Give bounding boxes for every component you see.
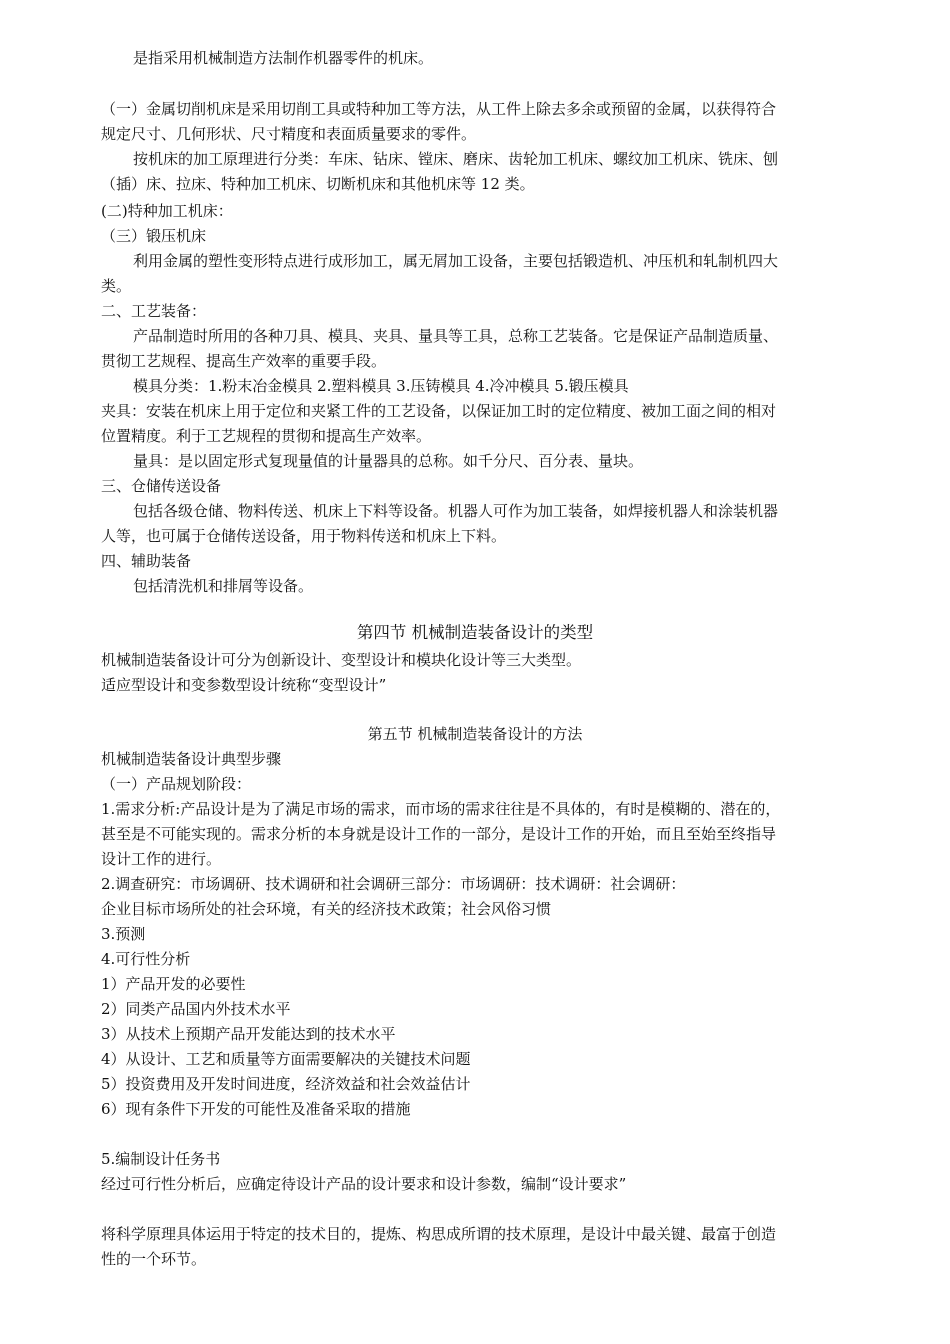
list-item: 4）从设计、工艺和质量等方面需要解决的关键技术问题 [101, 1050, 471, 1068]
text-line: 利用金属的塑性变形特点进行成形加工，属无屑加工设备，主要包括锻造机、冲压机和轧制机四大 [133, 252, 779, 270]
text-line: 二、工艺装备： [101, 302, 207, 320]
text-line: （一）产品规划阶段： [101, 775, 252, 793]
text-line: 贯彻工艺规程、提高生产效率的重要手段。 [101, 352, 387, 370]
text-line: 2.调查研究：市场调研、技术调研和社会调研三部分：市场调研：技术调研：社会调研： [101, 875, 686, 893]
text-line: 设计工作的进行。 [101, 850, 222, 868]
text-line: 将科学原理具体运用于特定的技术目的，提炼、构思成所谓的技术原理，是设计中最关键、最富于创造 [101, 1225, 777, 1243]
text-line: （三）锻压机床 [101, 227, 207, 245]
text-line: 经过可行性分析后，应确定待设计产品的设计要求和设计参数，编制“设计要求” [101, 1175, 627, 1193]
text-line: 甚至是不可能实现的。需求分析的本身就是设计工作的一部分，是设计工作的开始，而且至始至终指导 [101, 825, 777, 843]
list-item: 6）现有条件下开发的可能性及准备采取的措施 [101, 1100, 411, 1118]
text-line: 包括各级仓储、物料传送、机床上下料等设备。机器人可作为加工装备，如焊接机器人和涂装机器 [133, 502, 779, 520]
text-line: （一）金属切削机床是采用切削工具或特种加工等方法，从工件上除去多余或预留的金属，以获得符合 [101, 100, 777, 118]
text-line: 按机床的加工原理进行分类：车床、钻床、镗床、磨床、齿轮加工机床、螺纹加工机床、铣床、刨 [133, 150, 779, 168]
text-line: 5.编制设计任务书 [101, 1150, 221, 1168]
text-line: 量具：是以固定形式复现量值的计量器具的总称。如千分尺、百分表、量块。 [133, 452, 644, 470]
text-line: 夹具：安装在机床上用于定位和夹紧工件的工艺设备，以保证加工时的定位精度、被加工面之间的相对 [101, 402, 777, 420]
text-line: 性的一个环节。 [101, 1250, 207, 1268]
text-line: 包括清洗机和排屑等设备。 [133, 577, 314, 595]
list-item: 2）同类产品国内外技术水平 [101, 1000, 291, 1018]
text-line: 三、仓储传送设备 [101, 477, 222, 495]
text-line: 产品制造时所用的各种刀具、模具、夹具、量具等工具，总称工艺装备。它是保证产品制造质量、 [133, 327, 779, 345]
section-heading: 第五节 机械制造装备设计的方法 [367, 725, 583, 743]
text-line: (二)特种加工机床： [101, 202, 233, 220]
list-item: 5）投资费用及开发时间进度，经济效益和社会效益估计 [101, 1075, 471, 1093]
text-line: 企业目标市场所处的社会环境，有关的经济技术政策；社会风俗习惯 [101, 900, 552, 918]
text-line: 规定尺寸、几何形状、尺寸精度和表面质量要求的零件。 [101, 125, 477, 143]
text-line: 位置精度。利于工艺规程的贯彻和提高生产效率。 [101, 427, 432, 445]
text-line: 1.需求分析:产品设计是为了满足市场的需求，而市场的需求往往是不具体的，有时是模糊的、潜在的， [101, 800, 781, 818]
text-line: 人等，也可属于仓储传送设备，用于物料传送和机床上下料。 [101, 527, 507, 545]
text-line: （插）床、拉床、特种加工机床、切断机床和其他机床等 12 类。 [101, 175, 535, 193]
text-line: 4.可行性分析 [101, 950, 191, 968]
text-line: 类。 [101, 277, 132, 295]
list-item: 3）从技术上预期产品开发能达到的技术水平 [101, 1025, 396, 1043]
text-line: 3.预测 [101, 925, 146, 943]
text-line: 是指采用机械制造方法制作机器零件的机床。 [133, 49, 434, 67]
text-line: 机械制造装备设计典型步骤 [101, 750, 282, 768]
list-item: 1）产品开发的必要性 [101, 975, 246, 993]
text-line: 机械制造装备设计可分为创新设计、变型设计和模块化设计等三大类型。 [101, 651, 582, 669]
section-heading: 第四节 机械制造装备设计的类型 [356, 623, 594, 642]
text-line: 四、辅助装备 [101, 552, 192, 570]
text-line: 适应型设计和变参数型设计统称“变型设计” [101, 676, 387, 694]
text-line: 模具分类：1.粉末冶金模具 2.塑料模具 3.压铸模具 4.冷冲模具 5.锻压模具 [133, 377, 629, 395]
